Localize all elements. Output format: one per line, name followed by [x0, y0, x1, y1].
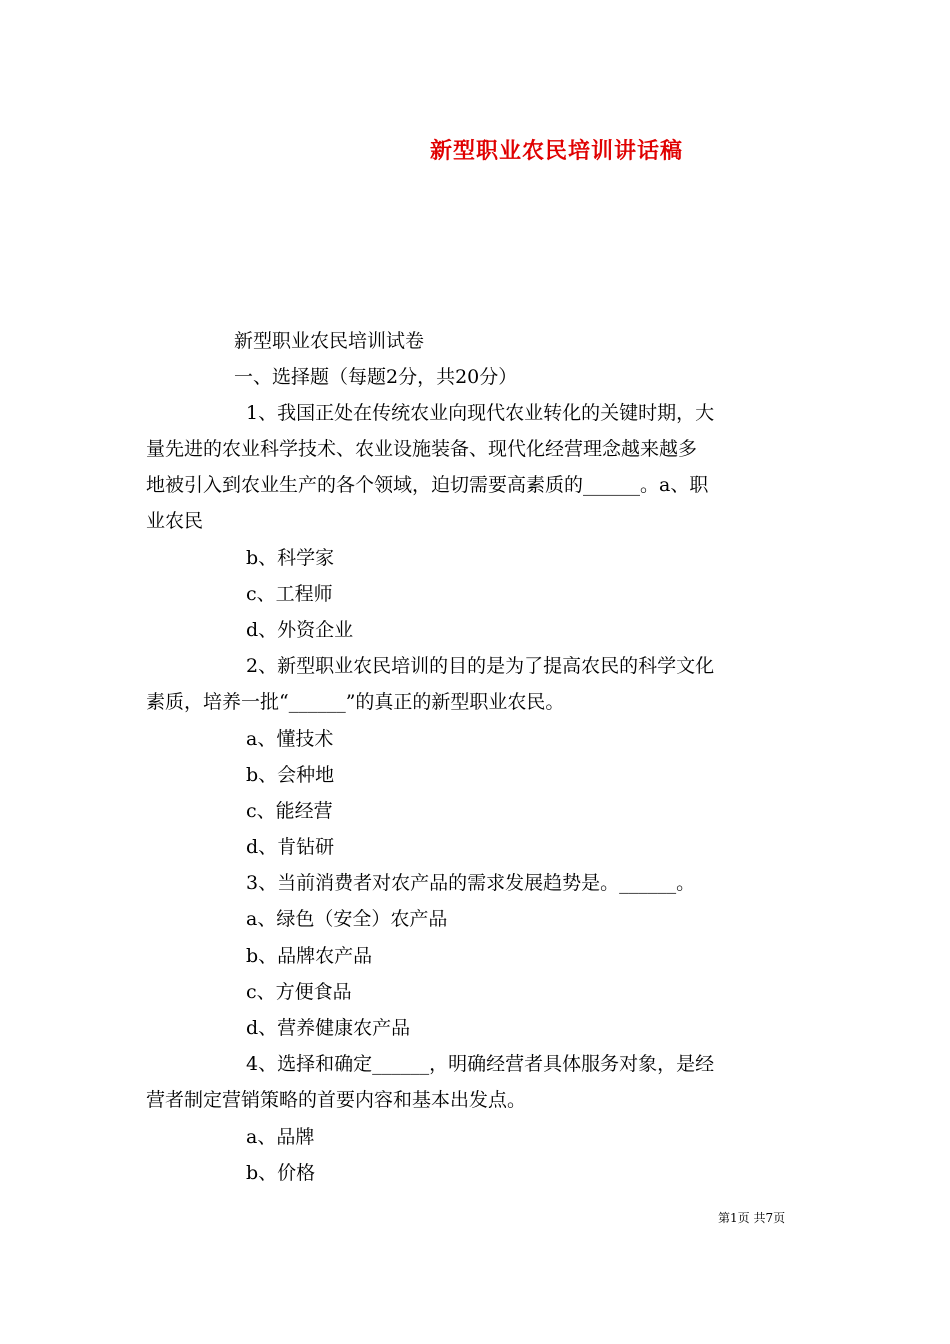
question-2-line-2: 素质，培养一批“______”的真正的新型职业农民。 — [146, 691, 565, 713]
question-1-option-b: b、科学家 — [246, 547, 335, 569]
question-4-line-1: 4、选择和确定______，明确经营者具体服务对象，是经 — [246, 1053, 715, 1075]
question-2-option-a: a、懂技术 — [246, 728, 334, 750]
question-3-option-d: d、营养健康农产品 — [246, 1017, 411, 1039]
question-1-option-c: c、工程师 — [246, 583, 333, 605]
page-footer: 第1页 共7页 — [718, 1211, 786, 1225]
question-1-option-d: d、外资企业 — [246, 619, 354, 641]
exam-title: 新型职业农民培训试卷 — [234, 330, 425, 352]
question-1-line-4: 业农民 — [146, 510, 204, 532]
question-2-option-b: b、会种地 — [246, 764, 335, 786]
question-2-line-1: 2、新型职业农民培训的目的是为了提高农民的科学文化 — [246, 655, 715, 677]
question-3-option-c: c、方便食品 — [246, 981, 352, 1003]
question-3-option-b: b、品牌农产品 — [246, 945, 373, 967]
question-2-option-c: c、能经营 — [246, 800, 333, 822]
question-3-line-1: 3、当前消费者对农产品的需求发展趋势是。______。 — [246, 872, 696, 894]
question-1-line-3: 地被引入到农业生产的各个领域，迫切需要高素质的______。a、职 — [146, 474, 709, 496]
question-1-line-1: 1、我国正处在传统农业向现代农业转化的关键时期，大 — [246, 402, 715, 424]
question-4-option-b: b、价格 — [246, 1162, 316, 1184]
document-title: 新型职业农民培训讲话稿 — [430, 138, 684, 164]
question-4-option-a: a、品牌 — [246, 1126, 315, 1148]
section-heading: 一、选择题（每题2分，共20分） — [234, 366, 518, 388]
question-1-line-2: 量先进的农业科学技术、农业设施装备、现代化经营理念越来越多 — [146, 438, 698, 460]
question-2-option-d: d、肯钻研 — [246, 836, 335, 858]
question-4-line-2: 营者制定营销策略的首要内容和基本出发点。 — [146, 1089, 527, 1111]
question-3-option-a: a、绿色（安全）农产品 — [246, 908, 448, 930]
